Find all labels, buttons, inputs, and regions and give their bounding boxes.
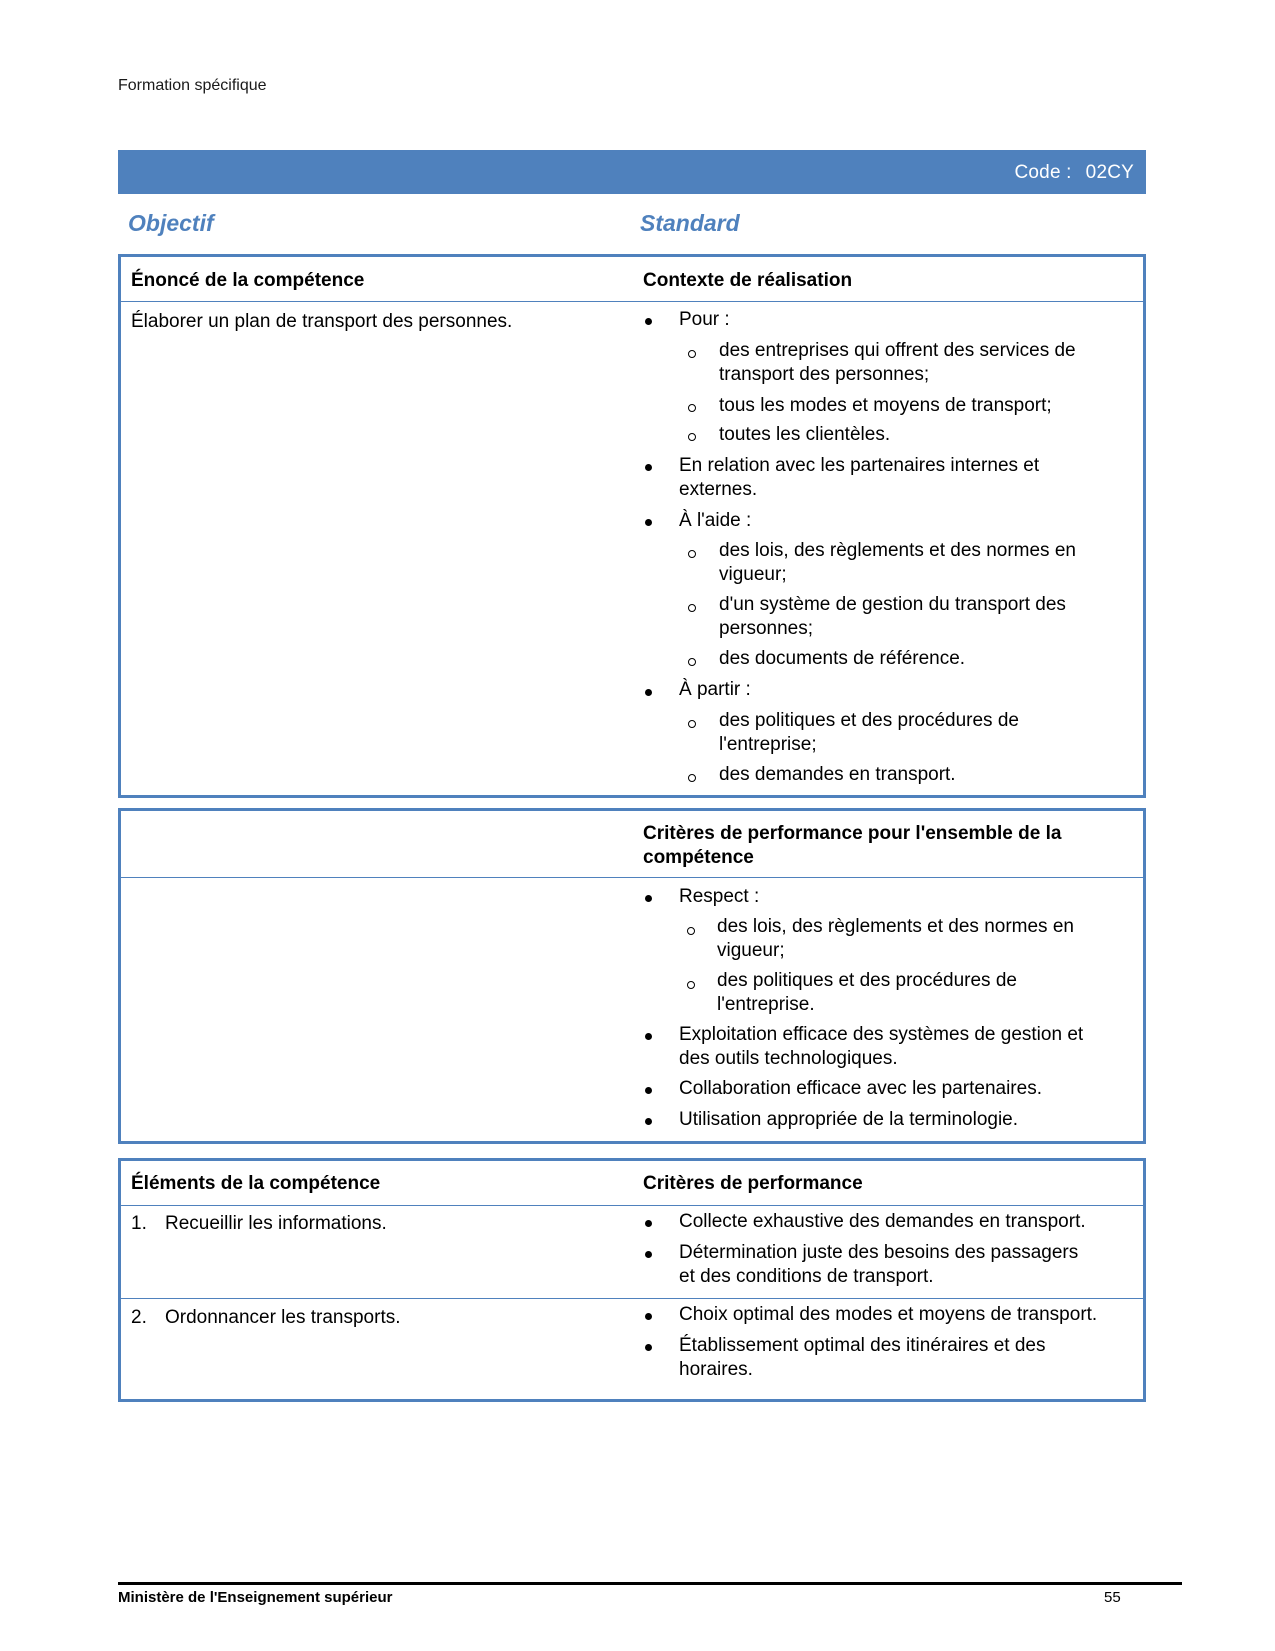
context-relation-a: En relation avec les partenaires internes et: [679, 455, 1040, 476]
enonce-header: Énoncé de la compétence: [131, 270, 365, 291]
criteria-respect: Respect :: [679, 886, 760, 907]
bullet-icon: [645, 1033, 652, 1040]
overall-criteria-header-a: Critères de performance pour l'ensemble de la: [643, 823, 1062, 844]
footer-rule: [118, 1582, 1182, 1585]
element-2-number: 2.: [131, 1307, 147, 1328]
circle-bullet-icon: [688, 404, 696, 412]
elements-header: Éléments de la compétence: [131, 1173, 381, 1194]
element-2-criterion-1: Choix optimal des modes et moyens de transport.: [679, 1304, 1098, 1325]
context-aide-3: des documents de référence.: [719, 648, 966, 669]
standard-heading: Standard: [640, 210, 740, 236]
contexte-header: Contexte de réalisation: [643, 270, 853, 291]
circle-bullet-icon: [688, 433, 696, 441]
bullet-icon: [645, 464, 652, 471]
bullet-icon: [645, 1220, 652, 1227]
circle-bullet-icon: [688, 720, 696, 728]
element-2-criterion-2a: Établissement optimal des itinéraires et des: [679, 1335, 1046, 1356]
context-aide-1b: vigueur;: [719, 564, 787, 585]
circle-bullet-icon: [688, 774, 696, 782]
circle-bullet-icon: [687, 981, 695, 989]
element-1-criterion-2a: Détermination juste des besoins des passagers: [679, 1242, 1079, 1263]
element-1-text: Recueillir les informations.: [165, 1213, 387, 1234]
circle-bullet-icon: [687, 927, 695, 935]
criteria-respect-2a: des politiques et des procédures de: [717, 970, 1017, 991]
page-number: 55: [1104, 1589, 1121, 1606]
competence-context-table: [118, 254, 1146, 798]
code-value: 02CY: [1085, 162, 1134, 183]
context-relation-b: externes.: [679, 479, 758, 500]
bullet-icon: [645, 519, 652, 526]
criteria-exploit-b: des outils technologiques.: [679, 1048, 898, 1069]
criteria-respect-1b: vigueur;: [717, 940, 785, 961]
criteria-collab: Collaboration efficace avec les partenaires.: [679, 1078, 1042, 1099]
context-partir-2: des demandes en transport.: [719, 764, 956, 785]
running-header: Formation spécifique: [118, 77, 267, 94]
code-bar: [118, 150, 1146, 194]
elements-criteria-table: [118, 1158, 1146, 1402]
criteria-respect-2b: l'entreprise.: [717, 994, 815, 1015]
context-partir-1b: l'entreprise;: [719, 734, 817, 755]
bullet-icon: [645, 1344, 652, 1351]
circle-bullet-icon: [688, 604, 696, 612]
element-1-number: 1.: [131, 1213, 147, 1234]
context-partir: À partir :: [679, 679, 751, 700]
competence-statement: Élaborer un plan de transport des personnes.: [131, 311, 513, 332]
context-aide-1a: des lois, des règlements et des normes en: [719, 540, 1076, 561]
context-aide: À l'aide :: [679, 510, 752, 531]
code-label: Code :: [1014, 162, 1072, 183]
overall-criteria-table: [118, 808, 1146, 1144]
bullet-icon: [645, 689, 652, 696]
objectif-heading: Objectif: [128, 210, 214, 236]
criteria-exploit-a: Exploitation efficace des systèmes de gestion et: [679, 1024, 1084, 1045]
circle-bullet-icon: [688, 658, 696, 666]
row-divider: [121, 1298, 1143, 1299]
bullet-icon: [645, 1313, 652, 1320]
context-pour: Pour :: [679, 309, 730, 330]
bullet-icon: [645, 1118, 652, 1125]
criteria-respect-1a: des lois, des règlements et des normes en: [717, 916, 1074, 937]
bullet-icon: [645, 1087, 652, 1094]
overall-criteria-header-b: compétence: [643, 847, 754, 868]
context-pour-1b: transport des personnes;: [719, 364, 930, 385]
circle-bullet-icon: [688, 550, 696, 558]
bullet-icon: [645, 1251, 652, 1258]
bullet-icon: [645, 895, 652, 902]
context-pour-3: toutes les clientèles.: [719, 424, 891, 445]
element-2-criterion-2b: horaires.: [679, 1359, 753, 1380]
criteria-util: Utilisation appropriée de la terminologie.: [679, 1109, 1019, 1130]
element-2-text: Ordonnancer les transports.: [165, 1307, 401, 1328]
context-pour-1a: des entreprises qui offrent des services de: [719, 340, 1076, 361]
element-1-criterion-1: Collecte exhaustive des demandes en transport.: [679, 1211, 1086, 1232]
code-text: [1000, 162, 1134, 184]
element-1-criterion-2b: et des conditions de transport.: [679, 1266, 934, 1287]
context-aide-2a: d'un système de gestion du transport des: [719, 594, 1066, 615]
context-partir-1a: des politiques et des procédures de: [719, 710, 1019, 731]
performance-criteria-header: Critères de performance: [643, 1173, 863, 1194]
context-pour-2: tous les modes et moyens de transport;: [719, 395, 1052, 416]
context-aide-2b: personnes;: [719, 618, 814, 639]
circle-bullet-icon: [688, 350, 696, 358]
footer-ministry: Ministère de l'Enseignement supérieur: [118, 1589, 393, 1606]
bullet-icon: [645, 318, 652, 325]
